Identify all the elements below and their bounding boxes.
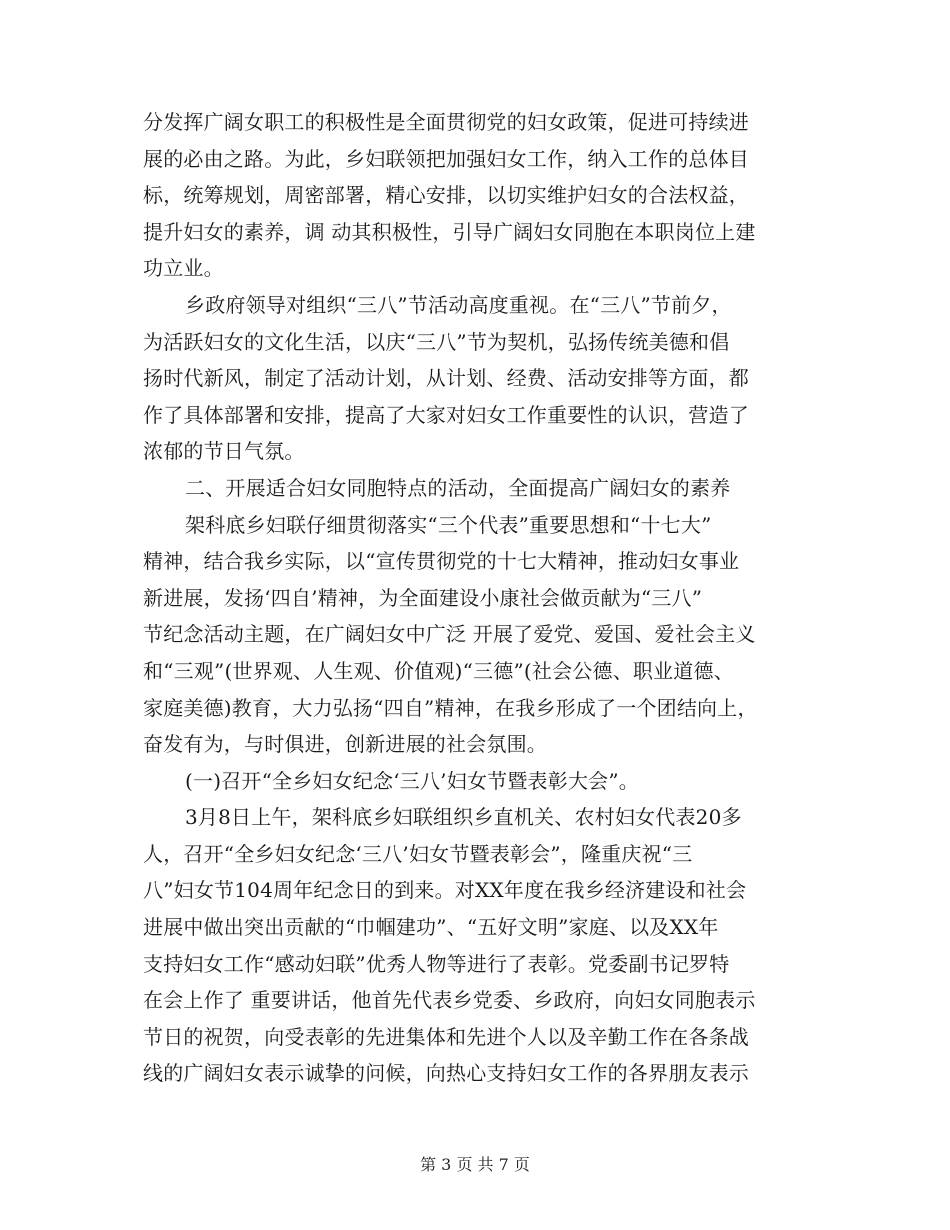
- paragraph-start-line: 乡政府领导对组织“三八”节活动高度重视。在“三八”节前夕，: [185, 292, 732, 317]
- paragraph-start-line: 架科底乡妇联仔细贯彻落实“三个代表”重要思想和“十七大”: [185, 512, 712, 537]
- text-line: 新进展，发扬‘四自’精神，为全面建设小康社会做贡献为“三八”: [143, 585, 703, 610]
- text-line: 标，统筹规划，周密部署，精心安排，以切实维护妇女的合法权益，: [143, 183, 749, 208]
- text-line: 分发挥广阔女职工的积极性是全面贯彻党的妇女政策，促进可持续进: [143, 110, 749, 134]
- text-line: 为活跃妇女的文化生活，以庆“三八”节为契机，弘扬传统美德和倡: [143, 329, 730, 354]
- text-line: 展的必由之路。为此，乡妇联领把加强妇女工作，纳入工作的总体目: [143, 146, 749, 171]
- text-line: 八”妇女节104周年纪念日的到来。对XX年度在我乡经济建设和社会: [143, 878, 747, 903]
- text-line: 作了具体部署和安排，提高了大家对妇女工作重要性的认识，营造了: [143, 402, 749, 427]
- text-line: 进展中做出突出贡献的“巾帼建功”、“五好文明”家庭、以及XX年: [143, 915, 719, 940]
- paragraph-start-line: 3月8日上午，架科底乡妇联组织乡直机关、农村妇女代表20多: [185, 805, 742, 830]
- text-line: 节日的祝贺，向受表彰的先进集体和先进个人以及辛勤工作在各条战: [143, 1024, 749, 1049]
- text-line: 家庭美德)教育，大力弘扬“四自”精神，在我乡形成了一个团结向上，: [143, 695, 758, 720]
- text-line: 线的广阔妇女表示诚挚的问候，向热心支持妇女工作的各界朋友表示: [143, 1061, 749, 1086]
- text-line: 扬时代新风，制定了活动计划，从计划、经费、活动安排等方面，都: [143, 366, 749, 391]
- page-number-footer: 第 3 页 共 7 页: [420, 1155, 530, 1174]
- text-line: 在会上作了 重要讲话，他首先代表乡党委、乡政府，向妇女同胞表示: [143, 988, 756, 1013]
- text-line: 浓郁的节日气氛。: [143, 439, 305, 464]
- text-line: 功立业。: [143, 256, 224, 281]
- text-line: 提升妇女的素养，调 动其积极性，引导广阔妇女同胞在本职岗位上建: [143, 219, 756, 244]
- section-heading: 二、开展适合妇女同胞特点的活动，全面提高广阔妇女的素养: [185, 475, 731, 500]
- subsection-heading: (一)召开“全乡妇女纪念‘三八’妇女节暨表彰大会”。: [185, 768, 639, 793]
- text-line: 奋发有为，与时俱进，创新进展的社会氛围。: [143, 732, 547, 757]
- document-body: [143, 104, 823, 1092]
- text-line: 支持妇女工作“感动妇联”优秀人物等进行了表彰。党委副书记罗特: [143, 951, 730, 976]
- text-line: 精神，结合我乡实际，以“宣传贯彻党的十七大精神，推动妇女事业: [143, 549, 740, 574]
- text-line: 和“三观”(世界观、人生观、价值观)“三德”(社会公德、职业道德、: [143, 658, 734, 683]
- text-line: 节纪念活动主题，在广阔妇女中广泛 开展了爱党、爱国、爱社会主义: [143, 622, 756, 647]
- text-line: 人，召开“全乡妇女纪念‘三八’妇女节暨表彰会”，隆重庆祝“三: [143, 841, 693, 866]
